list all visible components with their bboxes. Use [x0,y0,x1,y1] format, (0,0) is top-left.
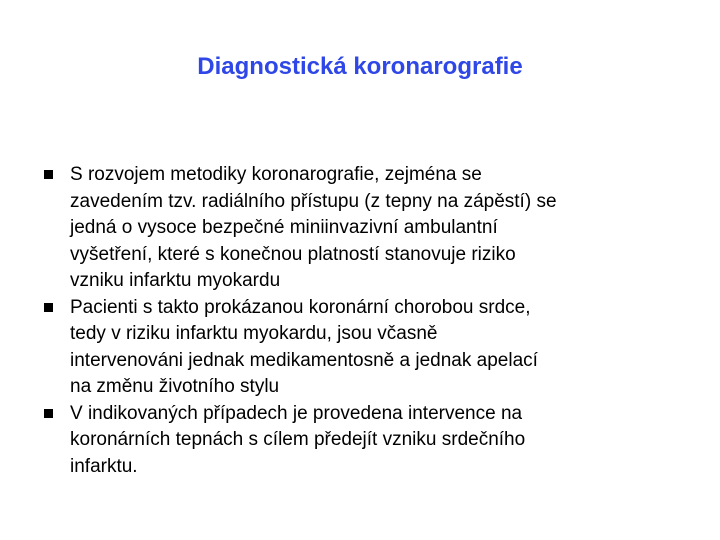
bullet-line: V indikovaných případech je provedena intervence na [70,402,523,424]
bullet-line: intervenováni jednak medikamentosně a jednak apelací [70,349,538,371]
bullet-line: koronárních tepnách s cílem předejít vzniku srdečního [70,429,526,450]
bullet-line: Pacienti s takto prokázanou koronární chorobou srdce, [70,296,531,318]
square-bullet-icon [44,170,53,179]
bullet-line: jedná o vysoce bezpečné miniinvazivní ambulantní [70,217,498,238]
bullet-item [44,162,684,295]
bullet-line: tedy v riziku infarktu myokardu, jsou včasně [70,323,438,344]
bullet-item [44,295,684,401]
bullet-line: zavedením tzv. radiálního přístupu (z tepny na zápěstí) se [70,190,557,212]
square-bullet-icon [44,409,53,418]
slide-title: Diagnostická koronarografie [197,53,523,80]
bullet-line: S rozvojem metodiky koronarografie, zejména se [70,164,482,185]
square-bullet-icon [44,303,53,312]
bullet-line: vzniku infarktu myokardu [70,270,281,291]
bullet-line: na změnu životního stylu [70,376,280,397]
bullet-item [44,401,684,481]
bullet-list [44,162,684,480]
bullet-line: vyšetření, které s konečnou platností stanovuje riziko [70,243,516,265]
bullet-line: infarktu. [70,455,138,477]
